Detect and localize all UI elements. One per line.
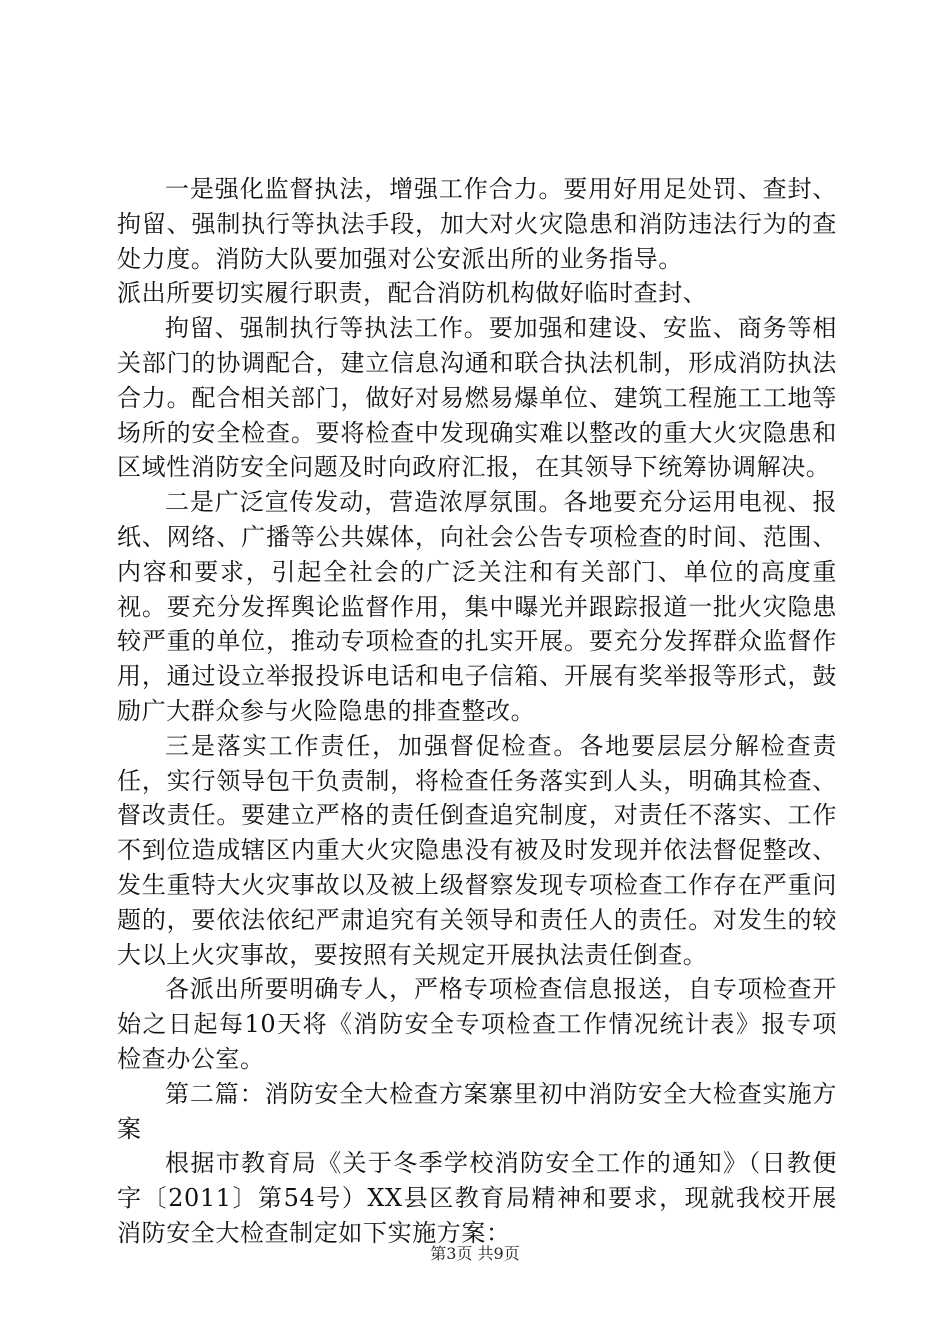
paragraph-1: 一是强化监督执法，增强工作合力。要用好用足处罚、查封、拘留、强制执行等执法手段，加大对火灾隐患和消防违法行为的查处力度。消防大队要加强对公安派出所的业务指导。 [117, 175, 837, 273]
paragraph-8: 根据市教育局《关于冬季学校消防安全工作的通知》（日教便字〔2011〕第54号）XX县区教育局精神和要求，现就我校开展消防安全大检查制定如下实施方案： [117, 1149, 837, 1247]
paragraph-2: 派出所要切实履行职责，配合消防机构做好临时查封、 [117, 279, 708, 308]
paragraph-3: 拘留、强制执行等执法工作。要加强和建设、安监、商务等相关部门的协调配合，建立信息沟通和联合执法机制，形成消防执法合力。配合相关部门，做好对易燃易爆单位、建筑工程施工工地等场所的安全检查。要将检查中发现确实难以整改的重大火灾隐患和区域性消防安全问题及时向政府汇报，在其领导下统筹协调解决。 [117, 314, 837, 482]
paragraph-4: 二是广泛宣传发动，营造浓厚氛围。各地要充分运用电视、报纸、网络、广播等公共媒体，向社会公告专项检查的时间、范围、内容和要求，引起全社会的广泛关注和有关部门、单位的高度重视。要充分发挥舆论监督作用，集中曝光并跟踪报道一批火灾隐患较严重的单位，推动专项检查的扎实开展。要充分发挥群众监督作用，通过设立举报投诉电话和电子信箱、开展有奖举报等形式，鼓励广大群众参与火险隐患的排查整改。 [117, 488, 837, 725]
document-body [117, 172, 837, 1251]
paragraph-6: 各派出所要明确专人，严格专项检查信息报送，自专项检查开始之日起每10天将《消防安全专项检查工作情况统计表》报专项检查办公室。 [117, 975, 837, 1073]
page-footer: 第3页 共9页 [430, 1244, 520, 1263]
section-heading: 第二篇：消防安全大检查方案寨里初中消防安全大检查实施方案 [117, 1079, 837, 1143]
paragraph-5: 三是落实工作责任，加强督促检查。各地要层层分解检查责任，实行领导包干负责制，将检查任务落实到人头，明确其检查、督改责任。要建立严格的责任倒查追究制度，对责任不落实、工作不到位造成辖区内重大火灾隐患没有被及时发现并依法督促整改、发生重特大火灾事故以及被上级督察发现专项检查工作存在严重问题的，要依法依纪严肃追究有关领导和责任人的责任。对发生的较大以上火灾事故，要按照有关规定开展执法责任倒查。 [117, 731, 837, 969]
